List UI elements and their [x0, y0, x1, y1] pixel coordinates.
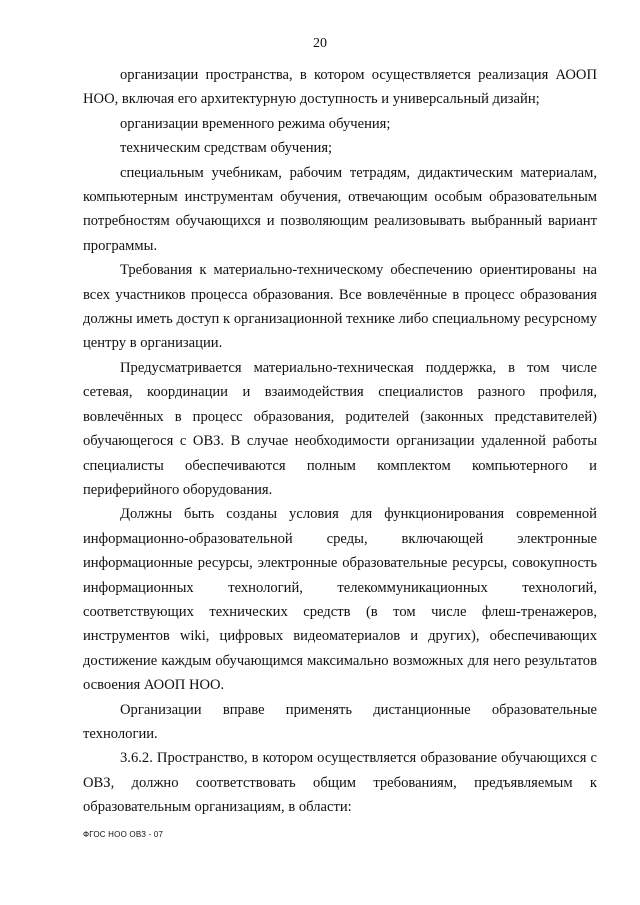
paragraph: Требования к материально-техническому обеспечению ориентированы на всех участников процесса образования. Все вовлечённые в процесс образования должны иметь доступ к организационной технике либо специальному ресурсному центру в организации.: [83, 262, 597, 352]
page-number: 20: [313, 36, 327, 51]
document-footer-code: ФГОС НОО ОВЗ - 07: [83, 830, 164, 839]
paragraph: техническим средствам обучения;: [120, 140, 333, 157]
paragraph: организации пространства, в котором осуществляется реализация АООП НОО, включая его архитектурную доступность и универсальный дизайн;: [83, 67, 597, 108]
paragraph: Должны быть созданы условия для функционирования современной информационно-образовательной среды, включающей электронные информационные ресурсы, электронные образовательные ресурсы, совокупность информационных технологий, телекоммуникационных технологий, соответствующих технических средств (в том числе флеш-тренажеров, инструментов wiki, цифровых видеоматериалов и других), обеспечивающих достижение каждым обучающимся максимально возможных для него результатов освоения АООП НОО.: [83, 506, 597, 694]
body-text: [83, 63, 597, 820]
paragraph: Организации вправе применять дистанционные образовательные технологии.: [83, 701, 597, 742]
paragraph: организации временного режима обучения;: [120, 115, 391, 132]
paragraph: специальным учебникам, рабочим тетрадям, дидактическим материалам, компьютерным инструментам обучения, отвечающим особым образовательным потребностям обучающихся и позволяющим реализовывать выбранный вариант программы.: [83, 164, 597, 254]
paragraph: Предусматривается материально-техническая поддержка, в том числе сетевая, координации и взаимодействия специалистов разного профиля, вовлечённых в процесс образования, родителей (законных представителей) обучающегося с ОВЗ. В случае необходимости организации удаленной работы специалисты обеспечиваются полным комплектом компьютерного и периферийного оборудования.: [83, 359, 597, 498]
paragraph: 3.6.2. Пространство, в котором осуществляется образование обучающихся с ОВЗ, должно соответствовать общим требованиям, предъявляемым к образовательным организациям, в области:: [83, 750, 597, 816]
